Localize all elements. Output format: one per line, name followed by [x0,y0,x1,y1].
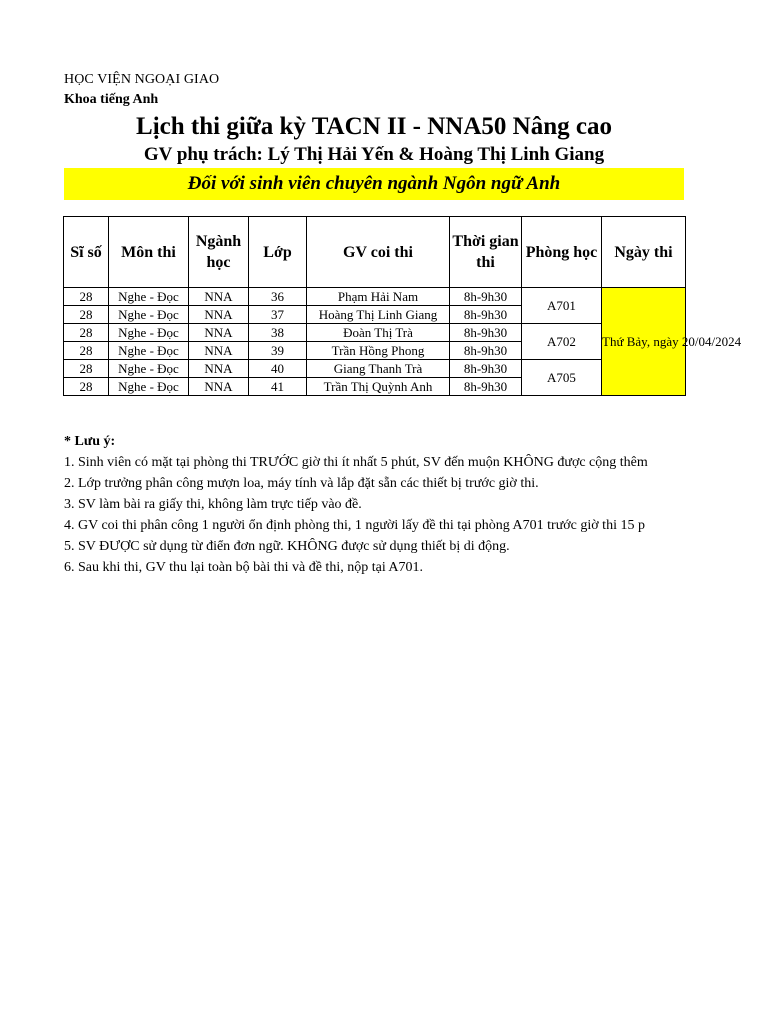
header-lop: Lớp [249,217,307,288]
header-mon-thi: Môn thi [109,217,189,288]
exam-schedule-table [63,216,742,396]
cell-nganh-hoc: NNA [189,360,249,378]
cell-nganh-hoc: NNA [189,306,249,324]
cell-thoi-gian-thi: 8h-9h30 [450,360,522,378]
table-row [64,360,686,378]
cell-mon-thi: Nghe - Đọc [109,360,189,378]
header-thoi-gian-thi: Thời gian thi [450,217,522,288]
cell-mon-thi: Nghe - Đọc [109,288,189,306]
department-name: Khoa tiếng Anh [64,92,159,107]
institution-name: HỌC VIỆN NGOẠI GIAO [64,72,220,87]
cell-phong-hoc: A705 [522,360,602,396]
cell-thoi-gian-thi: 8h-9h30 [450,306,522,324]
cell-mon-thi: Nghe - Đọc [109,324,189,342]
cell-si-so: 28 [64,360,109,378]
cell-phong-hoc: A701 [522,288,602,324]
cell-thoi-gian-thi: 8h-9h30 [450,342,522,360]
cell-si-so: 28 [64,288,109,306]
cell-lop: 37 [249,306,307,324]
cell-lop: 40 [249,360,307,378]
cell-nganh-hoc: NNA [189,324,249,342]
table-header-row [64,217,686,288]
page-subtitle: GV phụ trách: Lý Thị Hải Yến & Hoàng Thị Linh Giang [143,144,605,165]
cell-gv-coi-thi: Đoàn Thị Trà [307,324,450,342]
cell-nganh-hoc: NNA [189,288,249,306]
note-item: 1. Sinh viên có mặt tại phòng thi TRƯỚC giờ thi ít nhất 5 phút, SV đến muộn KHÔNG được cộng thêm [64,455,648,470]
cell-lop: 41 [249,378,307,396]
page-title: Lịch thi giữa kỳ TACN II - NNA50 Nâng cao [136,113,612,140]
cell-si-so: 28 [64,306,109,324]
cell-si-so: 28 [64,342,109,360]
cell-gv-coi-thi: Hoàng Thị Linh Giang [307,306,450,324]
cell-lop: 39 [249,342,307,360]
cell-mon-thi: Nghe - Đọc [109,306,189,324]
header-si-so: Sĩ số [64,217,109,288]
note-item: 6. Sau khi thi, GV thu lại toàn bộ bài thi và đề thi, nộp tại A701. [64,560,424,575]
table-row [64,288,686,306]
notes-section [64,431,688,578]
cell-mon-thi: Nghe - Đọc [109,378,189,396]
cell-nganh-hoc: NNA [189,342,249,360]
cell-mon-thi: Nghe - Đọc [109,342,189,360]
cell-si-so: 28 [64,378,109,396]
note-item: 3. SV làm bài ra giấy thi, không làm trực tiếp vào đề. [64,497,362,512]
note-item: 2. Lớp trưởng phân công mượn loa, máy tính và lắp đặt sẵn các thiết bị trước giờ thi. [64,476,539,491]
header-gv-coi-thi: GV coi thi [307,217,450,288]
cell-thoi-gian-thi: 8h-9h30 [450,288,522,306]
note-item: 4. GV coi thi phân công 1 người ổn định phòng thi, 1 người lấy đề thi tại phòng A701 trước giờ thi 15 p [64,518,645,533]
note-item: 5. SV ĐƯỢC sử dụng từ điển đơn ngữ. KHÔNG được sử dụng thiết bị di động. [64,539,510,554]
cell-gv-coi-thi: Phạm Hải Nam [307,288,450,306]
header-nganh-hoc: Ngành học [189,217,249,288]
header-phong-hoc: Phòng học [522,217,602,288]
cell-thoi-gian-thi: 8h-9h30 [450,378,522,396]
audience-banner: Đối với sinh viên chuyên ngành Ngôn ngữ Anh [64,168,684,200]
header-ngay-thi: Ngày thi [602,217,686,288]
cell-gv-coi-thi: Trần Thị Quỳnh Anh [307,378,450,396]
cell-lop: 36 [249,288,307,306]
cell-si-so: 28 [64,324,109,342]
table-row [64,324,686,342]
cell-ngay-thi: Thứ Bảy, ngày 20/04/2024 [602,288,686,396]
notes-heading: * Lưu ý: [64,434,116,449]
cell-thoi-gian-thi: 8h-9h30 [450,324,522,342]
cell-phong-hoc: A702 [522,324,602,360]
cell-gv-coi-thi: Trần Hồng Phong [307,342,450,360]
cell-lop: 38 [249,324,307,342]
cell-nganh-hoc: NNA [189,378,249,396]
cell-gv-coi-thi: Giang Thanh Trà [307,360,450,378]
